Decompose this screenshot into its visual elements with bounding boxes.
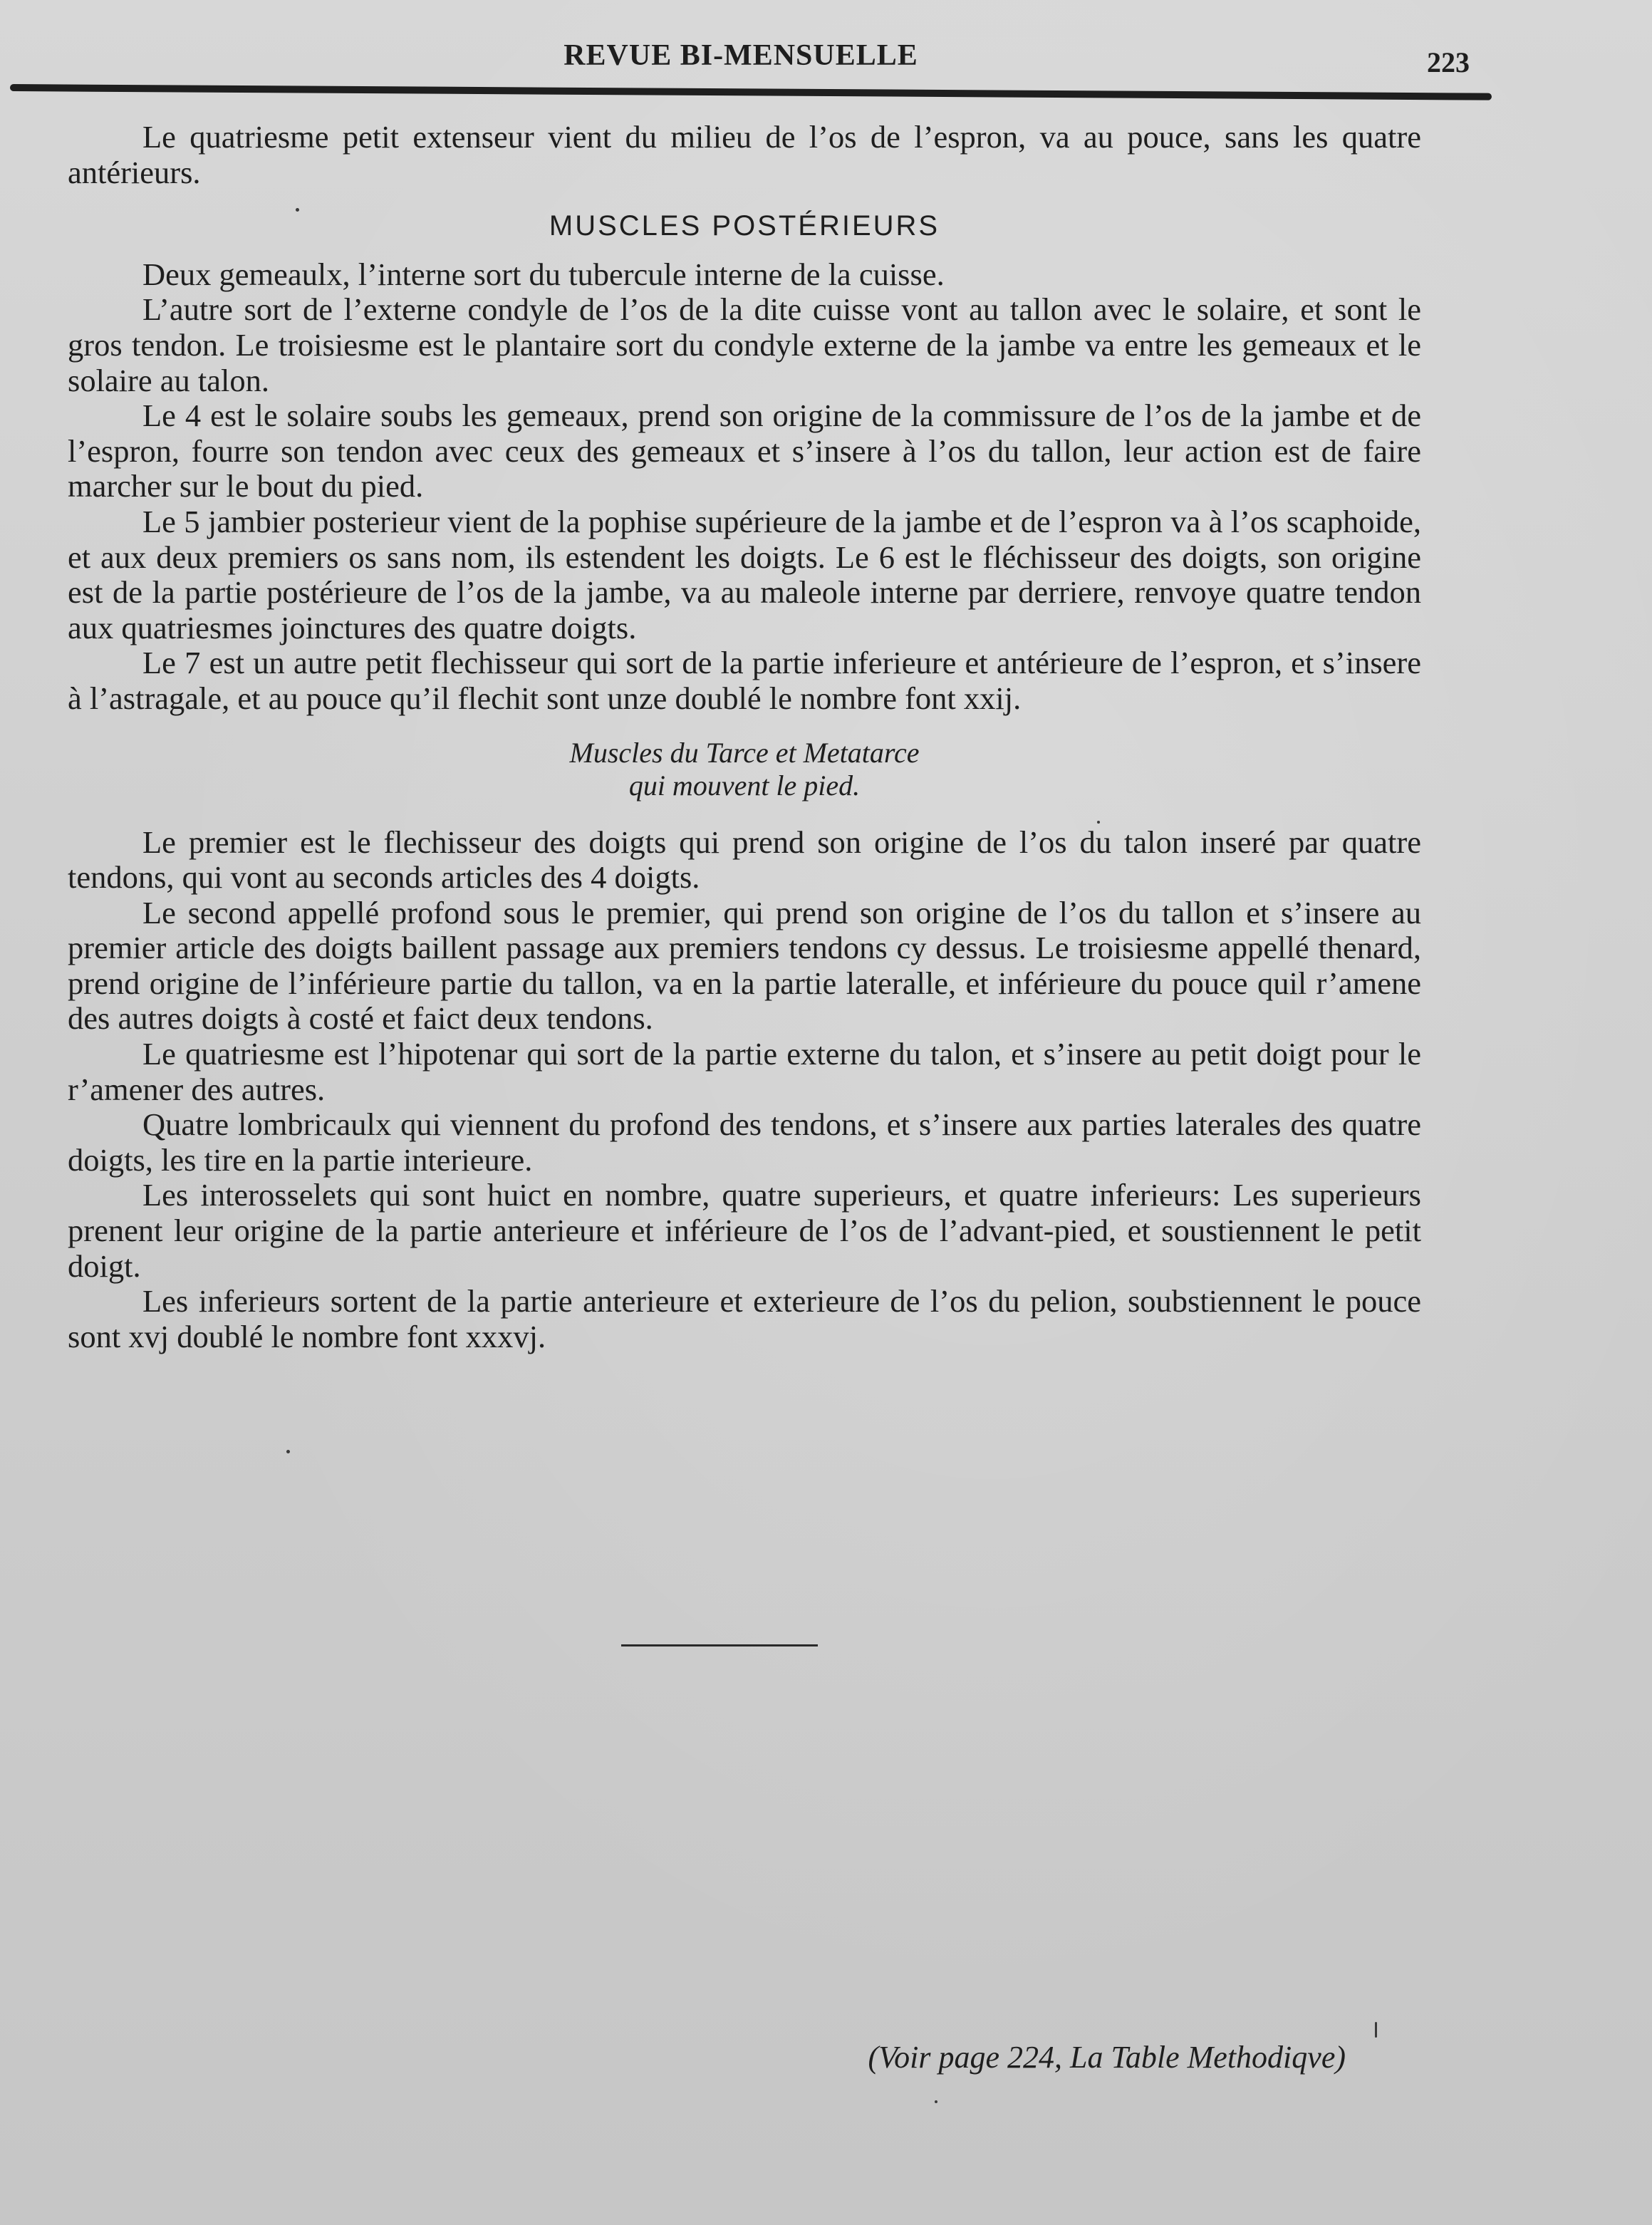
speck <box>935 2100 937 2103</box>
tarsus-paragraph: Quatre lombricaulx qui viennent du profond des tendons, et s’insere aux parties laterales des quatre doigts, les tire en la partie interieure. <box>68 1106 1421 1178</box>
tarsus-paragraph: Les interosselets qui sont huict en nombre, quatre superieurs, et quatre inferieurs: Les superieurs prenent leur origine de la partie anterieure et inférieure de l’os de l’advant-pied, et soustiennent le petit doigt. <box>68 1177 1421 1284</box>
article-body <box>68 120 1421 1354</box>
section-subheading <box>68 737 1421 802</box>
running-title: REVUE BI-MENSUELLE <box>563 39 918 72</box>
tarsus-paragraph: Les inferieurs sortent de la partie anterieure et exterieure de l’os du pelion, soubstiennent le pouce sont xvj doublé le nombre font xxxvj. <box>68 1283 1421 1354</box>
speck <box>296 208 299 212</box>
speck <box>1097 821 1100 824</box>
posterior-paragraph: L’autre sort de l’externe condyle de l’os de la dite cuisse vont au tallon avec le solaire, et sont le gros tendon. Le troisiesme est le plantaire sort du condyle externe de la jambe va entre les gemeaux et le solaire au talon. <box>68 291 1421 398</box>
speck <box>1375 2022 1377 2038</box>
posterior-paragraph: Deux gemeaulx, l’interne sort du tubercule interne de la cuisse. <box>142 256 945 292</box>
section-heading: MUSCLES POSTÉRIEURS <box>549 210 940 242</box>
posterior-paragraph: Le 5 jambier posterieur vient de la pophise supérieure de la jambe et de l’espron va à l’os scaphoide, et aux deux premiers os sans nom, ils estendent les doigts. Le 6 est le fléchisseur des doigts, son origine est de la partie postérieure de l’os de la jambe, va au maleole interne par derriere, renvoye quatre tendon aux quatriesmes joinctures des quatre doigts. <box>68 503 1421 645</box>
posterior-paragraph: Le 4 est le solaire soubs les gemeaux, prend son origine de la commissure de l’os de la jambe et de l’espron, fourre son tendon avec ceux des gemeaux et s’insere à l’os du tallon, leur action est de faire marcher sur le bout du pied. <box>68 398 1421 504</box>
tarsus-paragraph: Le second appellé profond sous le premier, qui prend son origine de l’os du tallon et s’insere au premier article des doigts baillent passage aux premiers tendons cy dessus. Le troisiesme appellé thenard, prend origine de l’inférieure partie du tallon, va en la partie lateralle, et inférieure du pouce quil r’amene des autres doigts à costé et faict deux tendons. <box>68 894 1421 1037</box>
posterior-paragraph: Le 7 est un autre petit flechisseur qui sort de la partie inferieure et antérieure de l’espron, et s’insere à l’astragale, et au pouce qu’il flechit sont unze doublé le nombre font xxij. <box>68 645 1421 716</box>
subheading-line: qui mouvent le pied. <box>628 769 861 802</box>
tarsus-paragraph: Le quatriesme est l’hipotenar qui sort de la partie externe du talon, et s’insere au petit doigt pour le r’amener des autres. <box>68 1036 1421 1107</box>
section-divider <box>621 1644 818 1646</box>
page-number: 223 <box>1427 46 1470 78</box>
speck <box>286 1450 290 1453</box>
intro-paragraph: Le quatriesme petit extenseur vient du milieu de l’os de l’espron, va au pouce, sans les quatre antérieurs. <box>68 119 1421 190</box>
subheading-line: Muscles du Tarce et Metatarce <box>569 736 920 769</box>
header-rule <box>10 84 1492 100</box>
tarsus-paragraph: Le premier est le flechisseur des doigts qui prend son origine de l’os du talon inseré par quatre tendons, qui vont au seconds articles des 4 doigts. <box>68 824 1421 896</box>
footer-note: (Voir page 224, La Table Methodiqve) <box>868 2040 1346 2075</box>
